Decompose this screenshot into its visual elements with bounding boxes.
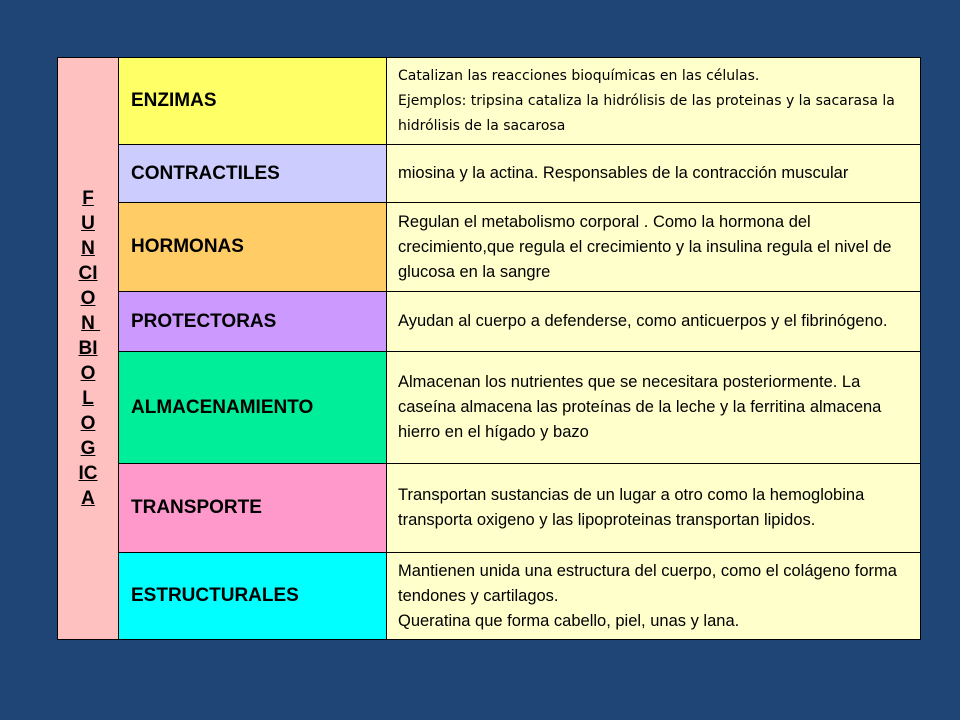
category-cell: PROTECTORAS [119,292,387,352]
table-row [58,464,921,553]
description-cell: Catalizan las reacciones bioquímicas en las células. Ejemplos: tripsina cataliza la hidrólisis de las proteinas y la sacarasa la hidrólisis de la sacarosa [387,58,921,145]
side-label-cell [58,58,119,640]
description-cell: Almacenan los nutrientes que se necesitara posteriormente. La caseína almacena las proteínas de la leche y la ferritina almacena hierro en el hígado y bazo [387,352,921,464]
category-cell: CONTRACTILES [119,145,387,203]
description-cell: Regulan el metabolismo corporal . Como la hormona del crecimiento,que regula el crecimiento y la insulina regula el nivel de glucosa en la sangre [387,203,921,292]
description-cell: miosina y la actina. Responsables de la contracción muscular [387,145,921,203]
category-cell: ENZIMAS [119,58,387,145]
table-row [58,292,921,352]
category-cell: TRANSPORTE [119,464,387,553]
table-row [58,553,921,640]
table-row [58,58,921,145]
description-cell: Ayudan al cuerpo a defenderse, como anticuerpos y el fibrinógeno. [387,292,921,352]
side-label: FUNCION BIOLOGICA [78,188,101,509]
category-cell: ALMACENAMIENTO [119,352,387,464]
table-row [58,145,921,203]
table-row [58,203,921,292]
category-cell: ESTRUCTURALES [119,553,387,640]
table-row [58,352,921,464]
description-cell: Transportan sustancias de un lugar a otro como la hemoglobina transporta oxigeno y las lipoproteinas transportan lipidos. [387,464,921,553]
protein-function-table [57,57,921,640]
category-cell: HORMONAS [119,203,387,292]
description-cell: Mantienen unida una estructura del cuerpo, como el colágeno forma tendones y cartilagos. Queratina que forma cabello, piel, unas y lana. [387,553,921,640]
